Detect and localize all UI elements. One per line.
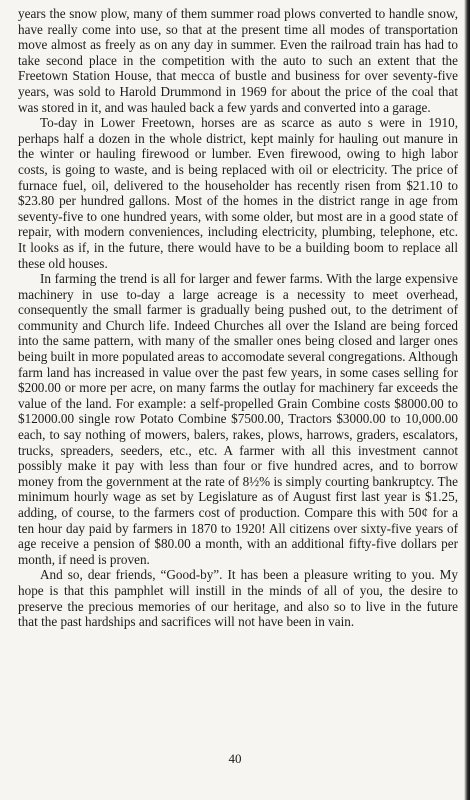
paragraph-farewell: And so, dear friends, “Good-by”. It has been a pleasure writing to you. My hope is that this pamphlet will instill in the minds of all of you, the desire to preserve the precious memories of our heritage, and also so to live in the future that the past hardships and sacrifices will not have been in vain. — [18, 567, 458, 630]
body-text — [18, 6, 458, 630]
paragraph-farming: In farming the trend is all for larger and fewer farms. With the large expensive machinery in use to-day a large acreage is a necessity to meet overhead, consequently the small farmer is gradually being pushed out, to the detriment of community and Church life. Indeed Churches all over the Island are being forced into the same pattern, with many of the smaller ones being closed and larger ones being built in more populated areas to accomodate several congregations. Although farm land has increased in value over the past few years, in some cases selling for $200.00 or more per acre, on many farms the outlay for machinery far exceeds the value of the land. For example: a self-propelled Grain Combine costs $8000.00 to $12000.00 single row Potato Combine $7500.00, Tractors $3000.00 to 10,000.00 each, to say nothing of mowers, balers, rakes, plows, harrows, graders, escalators, trucks, spreaders, seeders, etc., etc. A farmer with all this investment cannot possibly make it pay with less than four or five hundred acres, and to borrow money from the government at the rate of 8½% is simply courting bankruptcy. The minimum hourly wage as set by Legislature as of August first last year is $1.25, adding, of course, to the farmers cost of production. Compare this with 50¢ for a ten hour day paid by farmers in 1870 to 1920! All citizens over sixty-five years of age receive a pension of $80.00 a month, with an additional fifty-five dollars per month, if need is proven. — [18, 271, 458, 567]
paragraph-lower-freetown: To-day in Lower Freetown, horses are as scarce as auto s were in 1910, perhaps half a dozen in the whole district, kept mainly for hauling out manure in the winter or hauling firewood or lumber. Even firewood, owing to high labor costs, is going to waste, and is being replaced with oil or electricity. The price of furnace fuel, oil, delivered to the householder has recently risen from $21.10 to $23.80 per hundred gallons. Most of the homes in the district range in age from seventy-five to one hundred years, with some older, but most are in a good state of repair, with modern conveniences, including electricity, plumbing, telephone, etc. It looks as if, in the future, there would have to be a building boom to replace all these old houses. — [18, 115, 458, 271]
scan-edge-shadow — [464, 0, 470, 800]
paragraph-snow-plow: years the snow plow, many of them summer road plows converted to handle snow, have really come into use, so that at the present time all modes of transportation move almost as freely as on any day in summer. Even the railroad train has had to take second place in the competition with the auto to such an extent that the Freetown Station House, that mecca of bustle and business for over seventy-five years, was sold to Harold Drummond in 1969 for about the price of the coal that was stored in it, and was hauled back a few yards and converted into a garage. — [18, 6, 458, 115]
page-number: 40 — [228, 751, 242, 766]
